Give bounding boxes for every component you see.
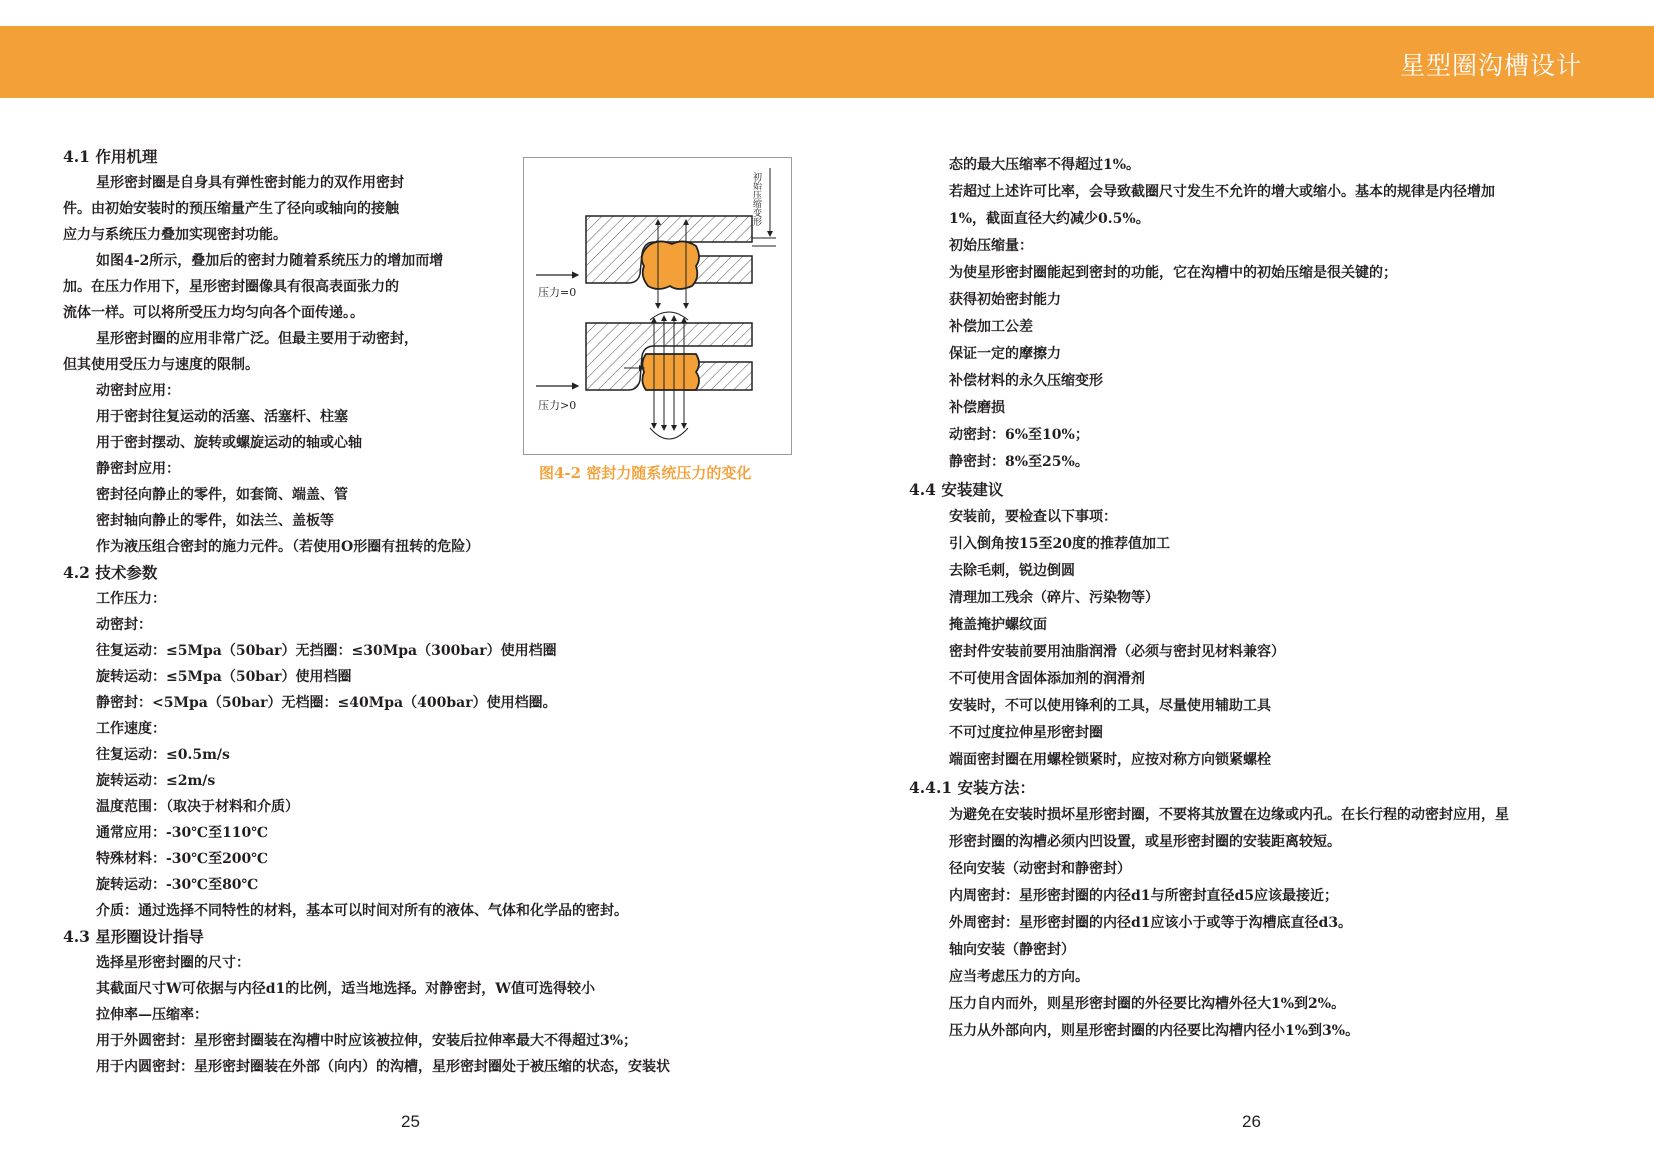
paragraph-line: 去除毛刺，锐边倒圆 xyxy=(949,563,1075,579)
paragraph-line: 压力从外部向内，则星形密封圈的内径要比沟槽内径小1%到3%。 xyxy=(949,1023,1360,1039)
paragraph-line: 用于密封往复运动的活塞、活塞杆、柱塞 xyxy=(96,409,348,425)
paragraph-line: 为避免在安装时损坏星形密封圈，不要将其放置在边缘或内孔。在长行程的动密封应用，星 xyxy=(949,807,1509,823)
paragraph-line: 通常应用：-30℃至110℃ xyxy=(96,825,269,841)
paragraph-line: 引入倒角按15至20度的推荐值加工 xyxy=(949,536,1170,552)
paragraph-line: 件。由初始安装时的预压缩量产生了径向或轴向的接触 xyxy=(63,201,399,217)
paragraph-line: 内周密封：星形密封圈的内径d1与所密封直径d5应该最接近； xyxy=(949,888,1339,904)
paragraph-line: 掩盖掩护螺纹面 xyxy=(949,617,1047,633)
paragraph-line: 流体一样。可以将所受压力均匀向各个面传递。。 xyxy=(63,305,364,321)
paragraph-line: 补偿材料的永久压缩变形 xyxy=(949,373,1103,389)
paragraph-line: 旋转运动：≤2m/s xyxy=(96,773,216,789)
paragraph-line: 形密封圈的沟槽必须内凹设置，或星形密封圈的安装距离较短。 xyxy=(949,834,1341,850)
paragraph-line: 动密封： xyxy=(96,617,152,633)
paragraph-line: 用于密封摆动、旋转或螺旋运动的轴或心轴 xyxy=(96,435,362,451)
paragraph-line: 密封件安装前要用油脂润滑（必须与密封见材料兼容） xyxy=(949,644,1285,660)
figure-caption: 图4-2 密封力随系统压力的变化 xyxy=(539,464,752,482)
star-seal-shape xyxy=(642,354,699,390)
paragraph-line: 静密封：8%至25%。 xyxy=(949,454,1089,470)
figure-label-top: 压力=0 xyxy=(538,286,577,299)
seal-force-figure xyxy=(523,157,792,455)
diagram-bottom xyxy=(536,312,752,439)
paragraph-line: 往复运动：≤5Mpa（50bar）无挡圈：≤30Mpa（300bar）使用档圈 xyxy=(96,643,557,659)
paragraph-line: 态的最大压缩率不得超过1%。 xyxy=(949,157,1141,173)
paragraph-line: 保证一定的摩擦力 xyxy=(949,346,1061,362)
figure-label-bottom: 压力>0 xyxy=(538,399,577,412)
seal-diagram xyxy=(524,158,791,454)
paragraph-line: 往复运动：≤0.5m/s xyxy=(96,747,230,763)
paragraph-line: 径向安装（动密封和静密封） xyxy=(949,861,1131,877)
paragraph-line: 如图4-2所示，叠加后的密封力随着系统压力的增加而增 xyxy=(96,253,444,269)
paragraph-line: 若超过上述许可比率，会导致截圈尺寸发生不允许的增大或缩小。基本的规律是内径增加 xyxy=(949,184,1495,200)
paragraph-line: 端面密封圈在用螺栓锁紧时，应按对称方向锁紧螺栓 xyxy=(949,752,1271,768)
paragraph-line: 温度范围：（取决于材料和介质） xyxy=(96,799,299,815)
paragraph-line: 清理加工残余（碎片、污染物等） xyxy=(949,590,1159,606)
paragraph-line: 星形密封圈是自身具有弹性密封能力的双作用密封 xyxy=(96,175,404,191)
section-heading: 4.4 安装建议 xyxy=(909,480,1004,499)
page-number: 25 xyxy=(401,1112,420,1131)
paragraph-line: 补偿磨损 xyxy=(949,400,1005,416)
paragraph-line: 密封轴向静止的零件，如法兰、盖板等 xyxy=(96,513,334,529)
paragraph-line: 安装时，不可以使用锋利的工具，尽量使用辅助工具 xyxy=(949,698,1271,714)
paragraph-line: 动密封：6%至10%； xyxy=(949,427,1089,443)
paragraph-line: 轴向安装（静密封） xyxy=(949,942,1075,958)
paragraph-line: 旋转运动：≤5Mpa（50bar）使用档圈 xyxy=(96,669,352,685)
paragraph-line: 1%，截面直径大约减少0.5%。 xyxy=(949,211,1150,227)
paragraph-line: 外周密封：星形密封圈的内径d1应该小于或等于沟槽底直径d3。 xyxy=(949,915,1353,931)
paragraph-line: 动密封应用： xyxy=(96,383,180,399)
paragraph-line: 旋转运动：-30℃至80℃ xyxy=(96,877,259,893)
paragraph-line: 用于内圆密封：星形密封圈装在外部（向内）的沟槽，星形密封圈处于被压缩的状态，安装状 xyxy=(96,1059,670,1075)
header-title: 星型圈沟槽设计 xyxy=(1399,51,1582,80)
paragraph-line: 其截面尺寸W可依据与内径d1的比例，适当地选择。对静密封，W值可选得较小 xyxy=(96,981,595,997)
paragraph-line: 安装前，要检查以下事项： xyxy=(949,509,1117,525)
paragraph-line: 工作速度： xyxy=(96,721,166,737)
paragraph-line: 但其使用受压力与速度的限制。 xyxy=(63,357,259,373)
paragraph-line: 应力与系统压力叠加实现密封功能。 xyxy=(63,227,287,243)
paragraph-line: 不可过度拉伸星形密封圈 xyxy=(949,725,1103,741)
paragraph-line: 选择星形密封圈的尺寸： xyxy=(96,955,250,971)
paragraph-line: 压力自内而外，则星形密封圈的外径要比沟槽外径大1%到2%。 xyxy=(949,996,1346,1012)
paragraph-line: 作为液压组合密封的施力元件。（若使用O形圈有扭转的危险） xyxy=(96,539,480,555)
paragraph-line: 静密封应用： xyxy=(96,461,180,477)
star-seal-shape xyxy=(642,241,699,289)
figure-label-vertical: 初始压缩变形 xyxy=(751,172,761,226)
paragraph-line: 密封径向静止的零件，如套筒、端盖、管 xyxy=(96,487,348,503)
paragraph-line: 工作压力： xyxy=(96,591,166,607)
section-heading: 4.2 技术参数 xyxy=(63,563,158,582)
section-heading: 4.4.1 安装方法： xyxy=(909,778,1036,797)
paragraph-line: 应当考虑压力的方向。 xyxy=(949,969,1089,985)
paragraph-line: 静密封：<5Mpa（50bar）无档圈：≤40Mpa（400bar）使用档圈。 xyxy=(96,695,557,711)
paragraph-line: 不可使用含固体添加剂的润滑剂 xyxy=(949,671,1145,687)
paragraph-line: 补偿加工公差 xyxy=(949,319,1033,335)
paragraph-line: 特殊材料：-30℃至200℃ xyxy=(96,851,269,867)
paragraph-line: 获得初始密封能力 xyxy=(949,292,1061,308)
paragraph-line: 初始压缩量： xyxy=(949,238,1033,254)
paragraph-line: 加。在压力作用下，星形密封圈像具有很高表面张力的 xyxy=(63,279,399,295)
paragraph-line: 介质：通过选择不同特性的材料，基本可以时间对所有的液体、气体和化学品的密封。 xyxy=(96,903,628,919)
paragraph-line: 为使星形密封圈能起到密封的功能，它在沟槽中的初始压缩是很关键的； xyxy=(949,265,1397,281)
section-heading: 4.3 星形圈设计指导 xyxy=(63,927,204,946)
paragraph-line: 星形密封圈的应用非常广泛。但最主要用于动密封， xyxy=(96,331,418,347)
paragraph-line: 用于外圆密封：星形密封圈装在沟槽中时应该被拉伸，安装后拉伸率最大不得超过3%； xyxy=(96,1033,638,1049)
paragraph-line: 拉伸率—压缩率： xyxy=(96,1007,208,1023)
section-heading: 4.1 作用机理 xyxy=(63,147,158,166)
page-number: 26 xyxy=(1242,1112,1261,1131)
